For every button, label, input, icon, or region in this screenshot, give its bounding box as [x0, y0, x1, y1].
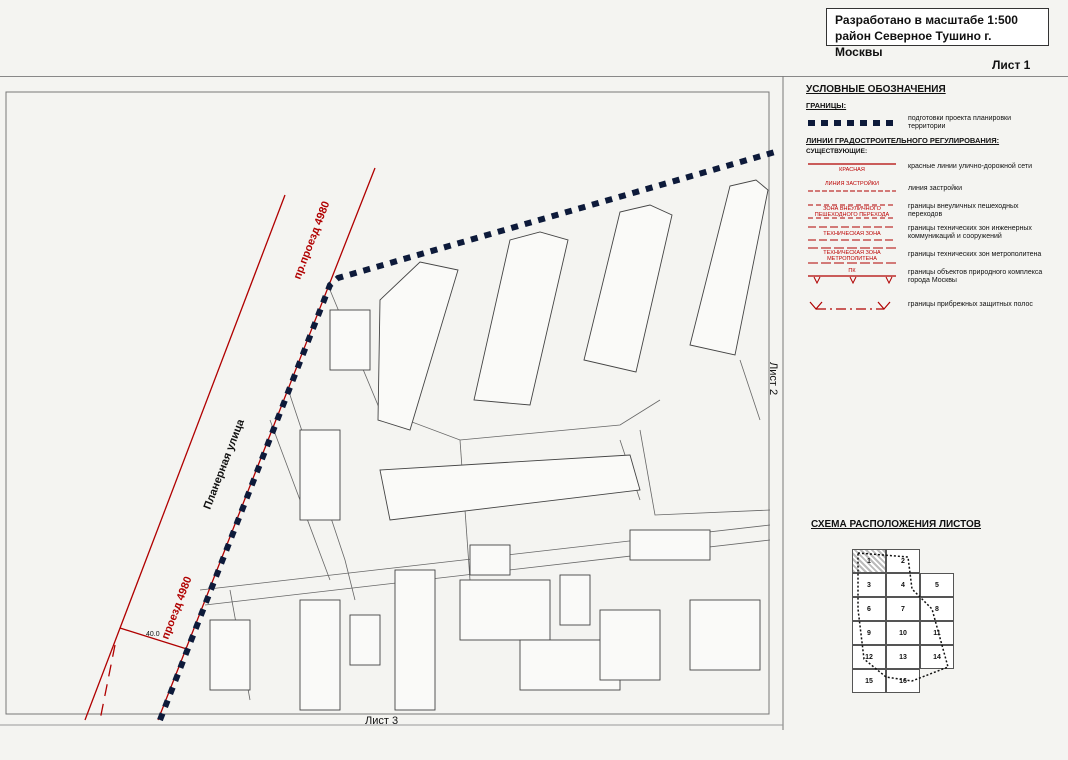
building-line-symbol: ЛИНИЯ ЗАСТРОЙКИ	[825, 181, 879, 187]
road-label-upper: пр.проезд 4980	[291, 199, 333, 282]
legend-row-metro-zone	[806, 245, 1046, 265]
legend	[806, 84, 1046, 317]
sheet-cell-current[interactable]: 1	[852, 549, 886, 573]
legend-text: границы технических зон инженерных коммуникаций и сооружений	[908, 225, 1032, 240]
sheet-cell[interactable]: 11	[920, 621, 954, 645]
red-line-symbol: КРАСНАЯ	[839, 167, 865, 173]
legend-row-red-line	[806, 157, 1046, 177]
stamp-district: район Северное Тушино г. Москвы	[835, 29, 992, 59]
sheet-cell[interactable]: 15	[852, 669, 886, 693]
road-label-planernaya: Планерная улица	[201, 417, 248, 512]
sheet-cell[interactable]: 9	[852, 621, 886, 645]
sheet-cell[interactable]: 8	[920, 597, 954, 621]
legend-text: подготовки проекта планировки территории	[908, 115, 1012, 130]
legend-text: границы объектов природного комплекса города Москвы	[908, 269, 1043, 284]
scheme-boundary	[852, 549, 956, 695]
sheet-cell[interactable]: 13	[886, 645, 920, 669]
road-label-lower: проезд 4980	[159, 574, 195, 642]
sheet-cell[interactable]: 10	[886, 621, 920, 645]
legend-row-technical-zone	[806, 223, 1046, 243]
sheet-cell[interactable]: 16	[886, 669, 920, 693]
legend-row-nature-complex	[806, 267, 1046, 287]
sheet-cell[interactable]: 2	[886, 549, 920, 573]
legend-text: линия застройки	[908, 185, 962, 192]
legend-text: границы технических зон метрополитена	[908, 251, 1042, 258]
legend-row-pedestrian-crossing	[806, 201, 1046, 221]
stamp-scale: Разработано в масштабе 1:500	[835, 13, 1018, 27]
buildings	[210, 180, 768, 710]
sheet-cell[interactable]: 6	[852, 597, 886, 621]
sheet-cell[interactable]: 4	[886, 573, 920, 597]
legend-row-protective-strip	[806, 295, 1046, 315]
sheet-cell[interactable]: 12	[852, 645, 886, 669]
legend-text: границы прибрежных защитных полос	[908, 301, 1033, 308]
metro-zone-symbol: ТЕХНИЧЕСКАЯ ЗОНА МЕТРОПОЛИТЕНА	[823, 250, 881, 262]
legend-row-building-line	[806, 179, 1046, 199]
sheet-cell[interactable]: 7	[886, 597, 920, 621]
sheet-number: Лист 1	[992, 58, 1031, 72]
protective-strip-symbol	[806, 296, 898, 314]
adjacent-sheet-right[interactable]: Лист 2	[767, 362, 779, 396]
legend-boundaries-heading: ГРАНИЦЫ:	[806, 101, 847, 110]
legend-title: УСЛОВНЫЕ ОБОЗНАЧЕНИЯ	[806, 84, 946, 95]
sheet-cell[interactable]: 14	[920, 645, 954, 669]
adjacent-sheet-bottom[interactable]: Лист 3	[365, 715, 399, 727]
legend-existing-heading: СУЩЕСТВУЮЩИЕ:	[806, 148, 868, 155]
boundary-symbol	[806, 114, 898, 132]
legend-row-project-boundary	[806, 113, 1046, 133]
scheme-title: СХЕМА РАСПОЛОЖЕНИЯ ЛИСТОВ	[811, 519, 981, 530]
nature-complex-symbol: ПК	[806, 268, 898, 286]
legend-text: границы внеуличных пешеходных переходов	[908, 203, 1019, 218]
dimension-label: 40.0	[146, 631, 160, 638]
legend-text: красные линии улично-дорожной сети	[908, 163, 1033, 170]
sheet-cell[interactable]: 3	[852, 573, 886, 597]
legend-regulation-heading: ЛИНИИ ГРАДОСТРОИТЕЛЬНОГО РЕГУЛИРОВАНИЯ:	[806, 136, 1000, 145]
technical-zone-symbol: ТЕХНИЧЕСКАЯ ЗОНА	[823, 231, 881, 237]
pedestrian-zone-symbol: ЗОНА ВНЕУЛИЧНОГО ПЕШЕХОДНОГО ПЕРЕХОДА	[814, 206, 890, 218]
sheet-cell[interactable]: 5	[920, 573, 954, 597]
